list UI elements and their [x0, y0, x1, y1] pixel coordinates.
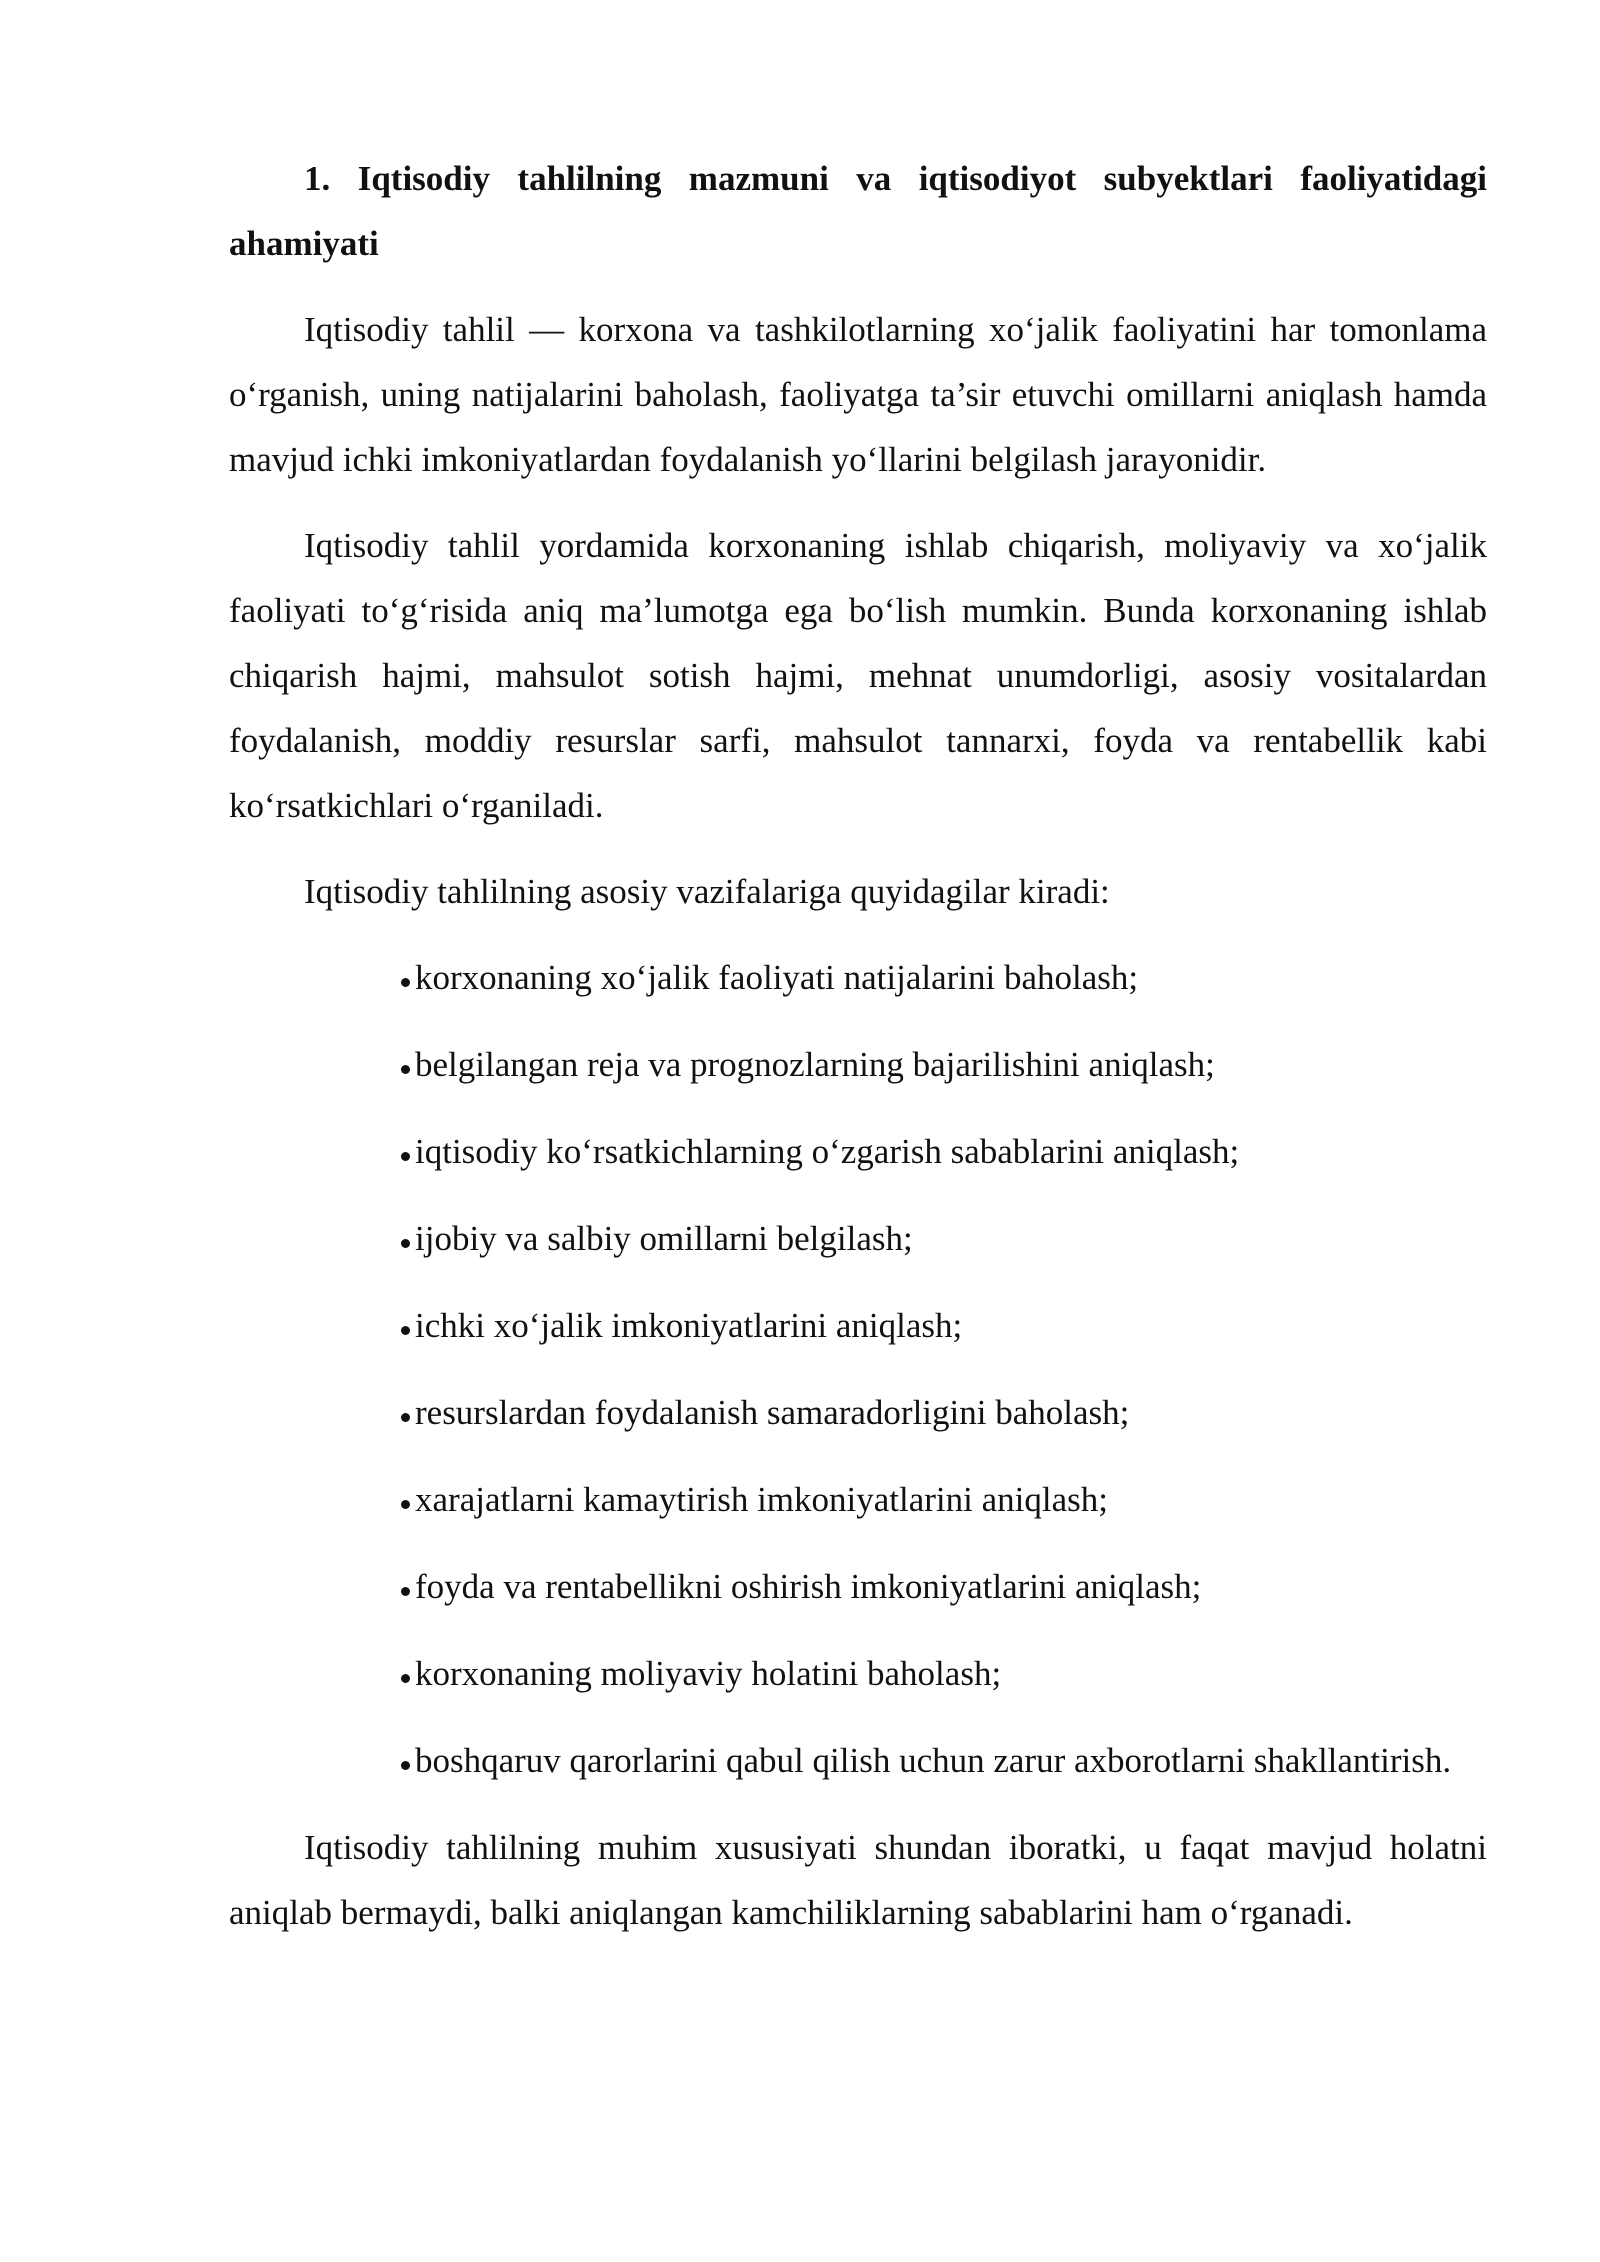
list-item — [326, 1728, 1487, 1793]
list-item — [326, 1119, 1487, 1184]
list-item-text: xarajatlarni kamaytirish imkoniyatlarini aniqlash; — [415, 1480, 1108, 1519]
list-item-text: korxonaning moliyaviy holatini baholash; — [415, 1654, 1002, 1693]
list-item — [326, 1641, 1487, 1706]
list-item-text: ichki xo‘jalik imkoniyatlarini aniqlash; — [415, 1306, 963, 1345]
list-item — [326, 1293, 1487, 1358]
list-item-text: korxonaning xo‘jalik faoliyati natijalarini baholash; — [415, 958, 1139, 997]
list-item-text: boshqaruv qarorlarini qabul qilish uchun zarur axborotlarni shakllantirish. — [415, 1741, 1452, 1780]
paragraph-closing: Iqtisodiy tahlilning muhim xususiyati shundan iboratki, u faqat mavjud holatni aniqlab bermaydi, balki aniqlangan kamchiliklarning sabablarini ham o‘rganadi. — [229, 1828, 1487, 1932]
list-item — [326, 1206, 1487, 1271]
list-item-text: foyda va rentabellikni oshirish imkoniyatlarini aniqlash; — [415, 1567, 1202, 1606]
document-page — [229, 146, 1487, 1966]
paragraph-tasks-intro: Iqtisodiy tahlilning asosiy vazifalariga quyidagilar kiradi: — [304, 872, 1110, 911]
list-item-text: belgilangan reja va prognozlarning bajarilishini aniqlash; — [415, 1045, 1215, 1084]
section-heading: 1. Iqtisodiy tahlilning mazmuni va iqtisodiyot subyektlari faoliyatidagi ahamiyati — [229, 159, 1487, 263]
list-item-text: ijobiy va salbiy omillarni belgilash; — [415, 1219, 913, 1258]
tasks-list — [229, 945, 1487, 1793]
list-item — [326, 1467, 1487, 1532]
list-item — [326, 945, 1487, 1010]
list-item — [326, 1380, 1487, 1445]
list-item-text: resurslardan foydalanish samaradorligini baholash; — [415, 1393, 1130, 1432]
list-item-text: iqtisodiy ko‘rsatkichlarning o‘zgarish sabablarini aniqlash; — [415, 1132, 1240, 1171]
list-item — [326, 1032, 1487, 1097]
list-item — [326, 1554, 1487, 1619]
paragraph-definition: Iqtisodiy tahlil — korxona va tashkilotlarning xo‘jalik faoliyatini har tomonlama o‘rganish, uning natijalarini baholash, faoliyatga ta’sir etuvchi omillarni aniqlash hamda mavjud ichki imkoniyatlardan foydalanish yo‘llarini belgilash jarayonidir. — [229, 310, 1487, 479]
paragraph-purpose: Iqtisodiy tahlil yordamida korxonaning ishlab chiqarish, moliyaviy va xo‘jalik faoliyati to‘g‘risida aniq ma’lumotga ega bo‘lish mumkin. Bunda korxonaning ishlab chiqarish hajmi, mahsulot sotish hajmi, mehnat unumdorligi, asosiy vositalardan foydalanish, moddiy resurslar sarfi, mahsulot tannarxi, foyda va rentabellik kabi ko‘rsatkichlari o‘rganiladi. — [229, 526, 1487, 825]
